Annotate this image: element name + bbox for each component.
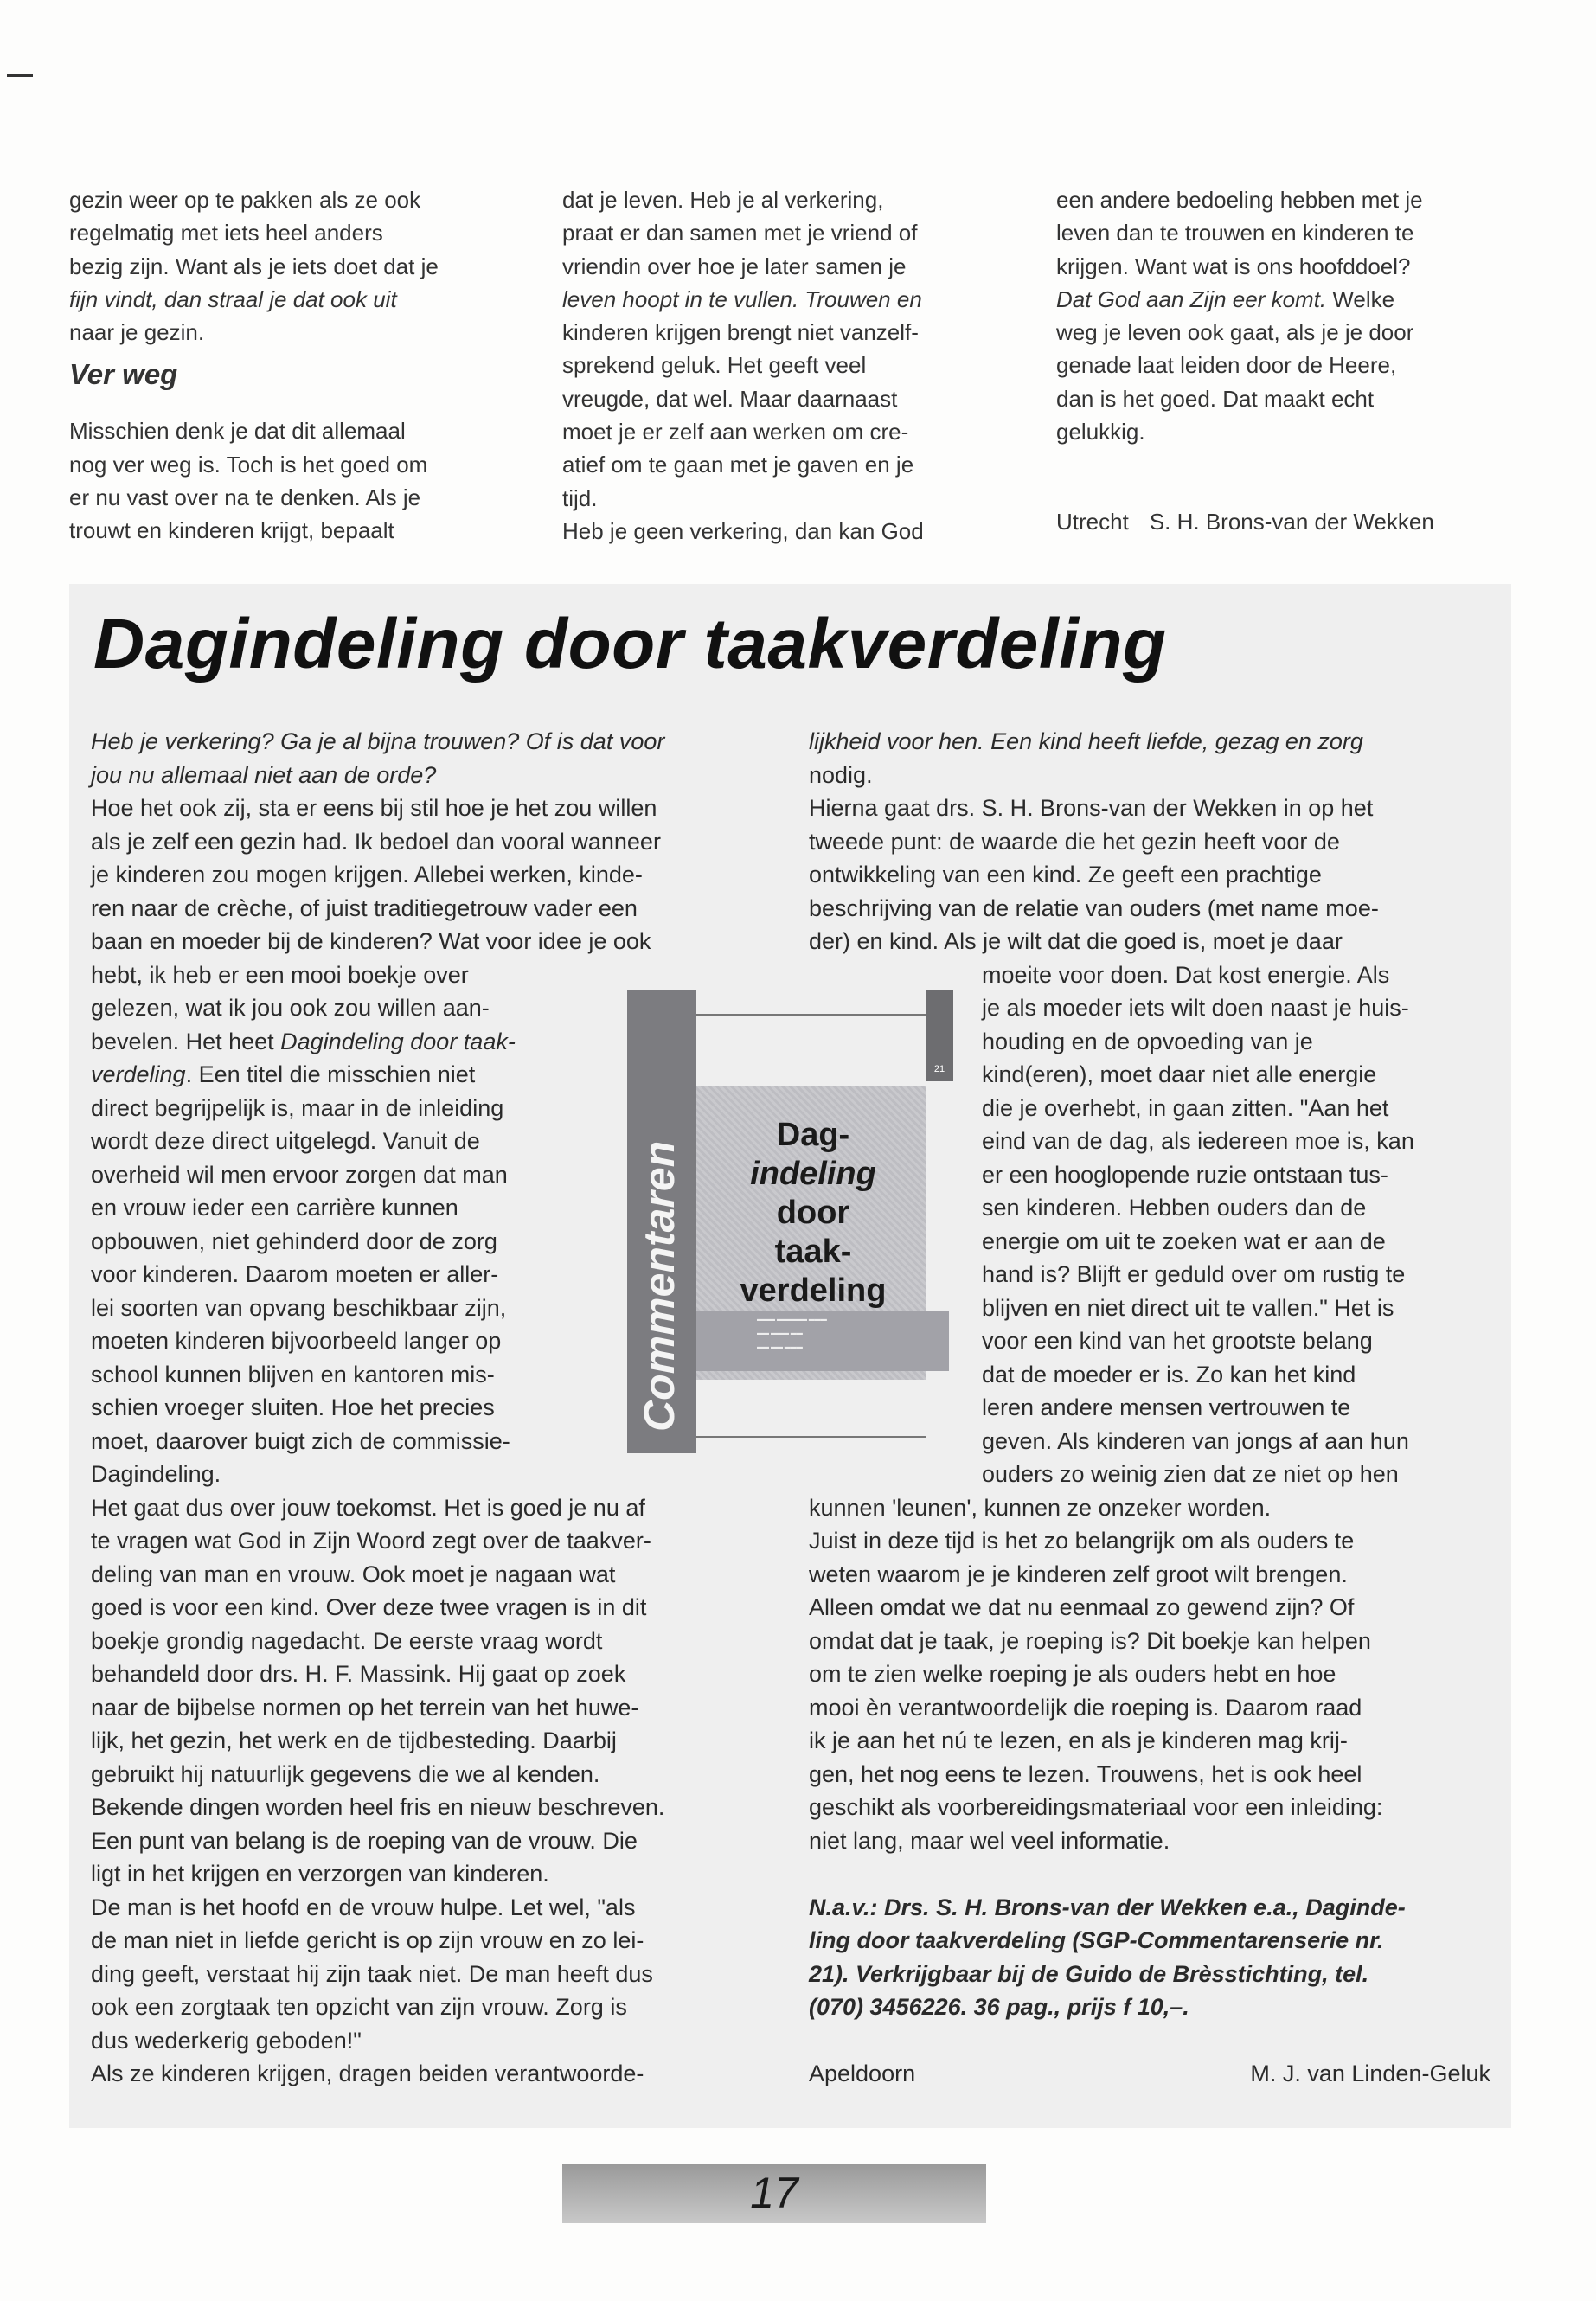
text: kunnen 'leunen', kunnen ze onzeker worden. <box>809 1494 1272 1521</box>
text: goed is voor een kind. Over deze twee vragen is in dit <box>91 1594 647 1620</box>
text: vriendin over hoe je later samen je <box>562 253 907 279</box>
page-number-bar <box>562 2164 986 2223</box>
text: direct begrijpelijk is, maar in de inleiding <box>91 1094 504 1121</box>
text-line <box>91 792 774 825</box>
text: weg je leven ook gaat, als je je door <box>1056 319 1414 346</box>
section-heading: Ver weg <box>69 358 178 391</box>
text-line <box>809 1791 1501 1824</box>
text-line <box>91 1791 774 1824</box>
text: Welke <box>1326 285 1395 312</box>
text-line <box>562 382 1029 415</box>
cover-title-line: verdeling <box>740 1272 887 1309</box>
text: naar de bijbelse normen op het terrein van het huwe- <box>91 1694 639 1721</box>
text: hebt, ik heb er een mooi boekje over <box>91 961 469 988</box>
text-line <box>562 515 1029 548</box>
text-line <box>91 725 774 759</box>
text-line <box>91 2024 774 2058</box>
text-line <box>1056 349 1523 381</box>
text: energie om uit te zoeken wat er aan de <box>982 1227 1386 1254</box>
text-line <box>809 1758 1501 1791</box>
text-line <box>1056 183 1523 216</box>
text: een andere bedoeling hebben met je <box>1056 187 1423 213</box>
note-line: N.a.v.: Drs. S. H. Brons-van der Wekken e.a., Daginde- <box>809 1894 1406 1920</box>
text: als je zelf een gezin had. Ik bedoel dan vooral wanneer <box>91 828 661 855</box>
text: tijd. <box>562 484 598 511</box>
text: kind(eren), moet daar niet alle energie <box>982 1061 1377 1087</box>
text: geschikt als voorbereidingsmateriaal voor een inleiding: <box>809 1794 1383 1820</box>
text: gelezen, wat ik jou ook zou willen aan- <box>91 995 490 1021</box>
text-line <box>91 1691 774 1725</box>
text-line <box>91 1625 774 1658</box>
text: Alleen omdat we dat nu eenmaal zo gewend zijn? Of <box>809 1594 1355 1620</box>
text-line <box>809 1691 1501 1725</box>
text: Misschien denk je dat dit allemaal <box>69 418 406 445</box>
text: er nu vast over na te denken. Als je <box>69 484 421 511</box>
text: voor kinderen. Daarom moeten er aller- <box>91 1261 499 1287</box>
text: niet lang, maar wel veel informatie. <box>809 1827 1170 1854</box>
text-line <box>809 725 1501 759</box>
text: ontwikkeling van een kind. Ze geeft een prachtige <box>809 862 1322 888</box>
book-cover-image <box>619 977 965 1462</box>
text: Bekende dingen worden heel fris en nieuw beschreven. <box>91 1794 665 1820</box>
text: Heb je geen verkering, dan kan God <box>562 517 924 544</box>
note-line: ling door taakverdeling (SGP-Commentarenserie nr. <box>809 1927 1384 1953</box>
top-signature <box>1056 509 1434 535</box>
text-line <box>809 1591 1501 1625</box>
text-line <box>91 1990 774 2024</box>
text: krijgen. Want wat is ons hoofddoel? <box>1056 253 1411 279</box>
top-column-2 <box>562 183 1029 548</box>
text-line <box>809 1524 1501 1558</box>
italic-text: Dat God aan Zijn eer komt. <box>1056 285 1327 312</box>
text: leven dan te trouwen en kinderen te <box>1056 220 1414 247</box>
text: ouders zo weinig zien dat ze niet op hen <box>982 1461 1399 1487</box>
text: ik je aan het nú te lezen, en als je kinderen mag krij- <box>809 1727 1348 1753</box>
text-line <box>1056 415 1523 448</box>
text-line <box>69 283 536 316</box>
text: weten waarom je je kinderen zelf groot wilt brengen. <box>809 1561 1348 1587</box>
text-line <box>69 514 536 547</box>
signature-place: Apeldoorn <box>809 2061 916 2086</box>
text: regelmatig met iets heel anders <box>69 220 383 247</box>
text-line <box>91 1524 774 1558</box>
text-line <box>1056 316 1523 349</box>
text-line <box>809 1491 1501 1525</box>
text: dat de moeder er is. Zo kan het kind <box>982 1361 1356 1388</box>
text: hand is? Blijft er geduld over om rustig te <box>982 1261 1406 1287</box>
text-line <box>91 1491 774 1525</box>
text: beschrijving van de relatie van ouders (met name moe- <box>809 894 1379 921</box>
text-line <box>69 250 536 283</box>
text: eind van de dag, als iedereen moe is, kan <box>982 1128 1414 1154</box>
text: ook een zorgtaak ten opzicht van zijn vrouw. Zorg is <box>91 1994 627 2020</box>
text: trouwt en kinderen krijgt, bepaalt <box>69 517 394 544</box>
text-line <box>562 183 1029 216</box>
text-line <box>91 1657 774 1691</box>
text-line <box>1056 216 1523 249</box>
note-line: (070) 3456226. 36 pag., prijs f 10,–. <box>809 1994 1189 2020</box>
text: Het gaat dus over jouw toekomst. Het is goed je nu af <box>91 1494 645 1521</box>
text-line <box>91 1724 774 1758</box>
text-line <box>809 1724 1501 1758</box>
text-line <box>69 216 536 249</box>
cover-author-strip: ▬▬▬ ▬▬▬▬▬ ▬▬▬ ▬▬ ▬▬▬ ▬▬ ▬▬ ▬▬ ▬▬▬ <box>696 1311 949 1371</box>
text: moet je er zelf aan werken om cre- <box>562 419 909 445</box>
signature-name: S. H. Brons-van der Wekken <box>1149 509 1434 535</box>
text-line <box>809 759 1501 792</box>
text-line <box>809 1625 1501 1658</box>
text: sen kinderen. Hebben ouders dan de <box>982 1195 1367 1221</box>
text-line <box>91 925 774 958</box>
text: blijven en niet direct uit te vallen." Het is <box>982 1294 1394 1321</box>
text-line <box>91 1758 774 1791</box>
text-line <box>91 759 774 792</box>
text-line <box>562 448 1029 481</box>
text: bezig zijn. Want als je iets doet dat je <box>69 253 439 279</box>
text: behandeld door drs. H. F. Massink. Hij gaat op zoek <box>91 1661 626 1687</box>
text: gebruikt hij natuurlijk gegevens die we al kenden. <box>91 1760 600 1787</box>
text-line <box>69 316 536 349</box>
text: kinderen krijgen brengt niet vanzelf- <box>562 319 919 346</box>
italic-text: Heb je verkering? Ga je al bijna trouwen? Of is dat voor <box>91 728 665 754</box>
text: gelukkig. <box>1056 419 1145 445</box>
text: overheid wil men ervoor zorgen dat man <box>91 1161 508 1188</box>
text: school kunnen blijven en kantoren mis- <box>91 1361 495 1388</box>
text: dat je leven. Heb je al verkering, <box>562 187 884 213</box>
text-line <box>91 1924 774 1958</box>
page-corner-mark <box>7 74 33 77</box>
text: om te zien welke roeping je als ouders hebt en hoe <box>809 1661 1336 1687</box>
text-line <box>1056 250 1523 283</box>
text: baan en moeder bij de kinderen? Wat voor idee je ook <box>91 928 651 954</box>
text: nog ver weg is. Toch is het goed om <box>69 451 428 478</box>
text: moeten kinderen bijvoorbeeld langer op <box>91 1328 502 1354</box>
text: leren andere mensen vertrouwen te <box>982 1394 1351 1420</box>
text: der) en kind. Als je wilt dat die goed is, moet je daar <box>809 928 1343 954</box>
text: vreugde, dat wel. Maar daarnaast <box>562 385 898 412</box>
cover-title-line: Dag- <box>776 1117 850 1153</box>
text: ligt in het krijgen en verzorgen van kinderen. <box>91 1861 549 1887</box>
signature-name: M. J. van Linden-Geluk <box>1250 2061 1490 2086</box>
italic-text: verdeling <box>91 1061 186 1087</box>
text: voor een kind van het grootste belang <box>982 1328 1373 1354</box>
text: bevelen. Het heet <box>91 1028 281 1054</box>
page-number: 17 <box>750 2169 798 2217</box>
italic-text: leven hoopt in te vullen. Trouwen en <box>562 285 922 312</box>
text: . Een titel die misschien niet <box>185 1061 476 1087</box>
text: Hierna gaat drs. S. H. Brons-van der Wekken in op het <box>809 795 1374 821</box>
text: die je overhebt, in gaan zitten. "Aan het <box>982 1094 1389 1121</box>
text: gezin weer op te pakken als ze ook <box>69 187 421 213</box>
text: Dagindeling. <box>91 1461 221 1487</box>
text: dan is het goed. Dat maakt echt <box>1056 385 1375 412</box>
text: de man niet in liefde gericht is op zijn vrouw en zo lei- <box>91 1927 644 1953</box>
text-line <box>1056 382 1523 415</box>
text: te vragen wat God in Zijn Woord zegt over de taakver- <box>91 1528 651 1554</box>
text: wordt deze direct uitgelegd. Vanuit de <box>91 1128 480 1154</box>
text-line <box>91 825 774 859</box>
text-line <box>809 1824 1501 1858</box>
text: je kinderen zou mogen krijgen. Allebei werken, kinde- <box>91 862 643 888</box>
text: dus wederkerig geboden!" <box>91 2027 362 2054</box>
note-line: 21). Verkrijgbaar bij de Guido de Brèsstichting, tel. <box>809 1960 1369 1987</box>
book-reference-note <box>809 1891 1501 2024</box>
text: je als moeder iets wilt doen naast je huis- <box>982 995 1409 1021</box>
text-line <box>562 250 1029 283</box>
text-line <box>91 858 774 892</box>
text: deling van man en vrouw. Ook moet je nagaan wat <box>91 1561 616 1587</box>
text: nodig. <box>809 761 873 788</box>
text-line <box>1056 283 1523 316</box>
text: ren naar de crèche, of juist traditiegetrouw vader een <box>91 894 638 921</box>
cover-title <box>696 1116 930 1311</box>
italic-text: Dagindeling door taak- <box>280 1028 516 1054</box>
italic-text: jou nu allemaal niet aan de orde? <box>91 761 437 788</box>
text-line <box>69 481 536 514</box>
cover-rule <box>696 1436 926 1438</box>
text: houding en de opvoeding van je <box>982 1028 1313 1054</box>
text-line <box>91 892 774 926</box>
text: er een hooglopende ruzie ontstaan tus- <box>982 1161 1388 1188</box>
text: atief om te gaan met je gaven en je <box>562 452 914 478</box>
cover-title-line: taak- <box>774 1234 852 1270</box>
cover-title-line: indeling <box>750 1156 876 1192</box>
article-title: Dagindeling door taakverdeling <box>93 605 1167 683</box>
cover-series-number: 21 <box>933 1064 945 1074</box>
text-line <box>809 1657 1501 1691</box>
article-signature <box>809 2057 1490 2091</box>
text-line <box>91 1824 774 1858</box>
text: ding geeft, verstaat hij zijn taak niet. De man heeft dus <box>91 1960 653 1987</box>
top-column-3 <box>1056 183 1523 448</box>
cover-series-name: Commentaren <box>635 1140 683 1432</box>
text: opbouwen, niet gehinderd door de zorg <box>91 1227 497 1254</box>
text: De man is het hoofd en de vrouw hulpe. Let wel, "als <box>91 1894 636 1920</box>
text-line <box>91 1558 774 1592</box>
text: sprekend geluk. Het geeft veel <box>562 352 867 379</box>
text-line <box>91 1857 774 1891</box>
text: moeite voor doen. Dat kost energie. Als <box>982 961 1390 988</box>
text-line <box>91 1458 774 1491</box>
text-line <box>91 1958 774 1991</box>
text-line <box>562 349 1029 381</box>
text-line <box>91 2057 774 2091</box>
text-line <box>69 448 536 481</box>
text: boekje grondig nagedacht. De eerste vraag wordt <box>91 1627 603 1654</box>
text-line <box>809 792 1501 825</box>
text: lei soorten van opvang beschikbaar zijn, <box>91 1294 507 1321</box>
italic-text: lijkheid voor hen. Een kind heeft liefde, gezag en zorg <box>809 728 1363 754</box>
text: genade laat leiden door de Heere, <box>1056 352 1397 379</box>
text: omdat dat je taak, je roeping is? Dit boekje kan helpen <box>809 1627 1371 1654</box>
text: moet, daarover buigt zich de commissie- <box>91 1427 510 1454</box>
text-line <box>91 1891 774 1925</box>
text: tweede punt: de waarde die het gezin heeft voor de <box>809 828 1340 855</box>
text-line <box>809 1558 1501 1592</box>
top-column-1 <box>69 183 536 548</box>
text: gen, het nog eens te lezen. Trouwens, het is ook heel <box>809 1760 1362 1787</box>
text: Een punt van belang is de roeping van de vrouw. Die <box>91 1827 638 1854</box>
text: en vrouw ieder een carrière kunnen <box>91 1195 458 1221</box>
text-line <box>562 283 1029 316</box>
text-line <box>562 216 1029 249</box>
text: schien vroeger sluiten. Hoe het precies <box>91 1394 495 1420</box>
text-line <box>809 892 1501 926</box>
text-line <box>809 1458 1501 1491</box>
text: Hoe het ook zij, sta er eens bij stil hoe je het zou willen <box>91 795 657 821</box>
text: Als ze kinderen krijgen, dragen beiden verantwoorde- <box>91 2061 644 2086</box>
text-line <box>809 858 1501 892</box>
italic-text: fijn vindt, dan straal je dat ook uit <box>69 285 397 312</box>
cover-rule <box>696 1014 926 1016</box>
cover-title-line: door <box>776 1195 850 1231</box>
text: mooi èn verantwoordelijk die roeping is. Daarom raad <box>809 1694 1362 1721</box>
text-line <box>562 316 1029 349</box>
text-line <box>809 825 1501 859</box>
text-line <box>809 925 1501 958</box>
text-line <box>69 183 536 216</box>
text-line <box>562 482 1029 515</box>
text: naar je gezin. <box>69 319 205 346</box>
text: geven. Als kinderen van jongs af aan hun <box>982 1427 1409 1454</box>
signature-place: Utrecht <box>1056 509 1129 535</box>
text: praat er dan samen met je vriend of <box>562 220 918 247</box>
text-line <box>69 414 536 447</box>
text: lijk, het gezin, het werk en de tijdbesteding. Daarbij <box>91 1727 617 1753</box>
text: Juist in deze tijd is het zo belangrijk om als ouders te <box>809 1528 1355 1554</box>
text-line <box>562 415 1029 448</box>
text-line <box>91 1591 774 1625</box>
